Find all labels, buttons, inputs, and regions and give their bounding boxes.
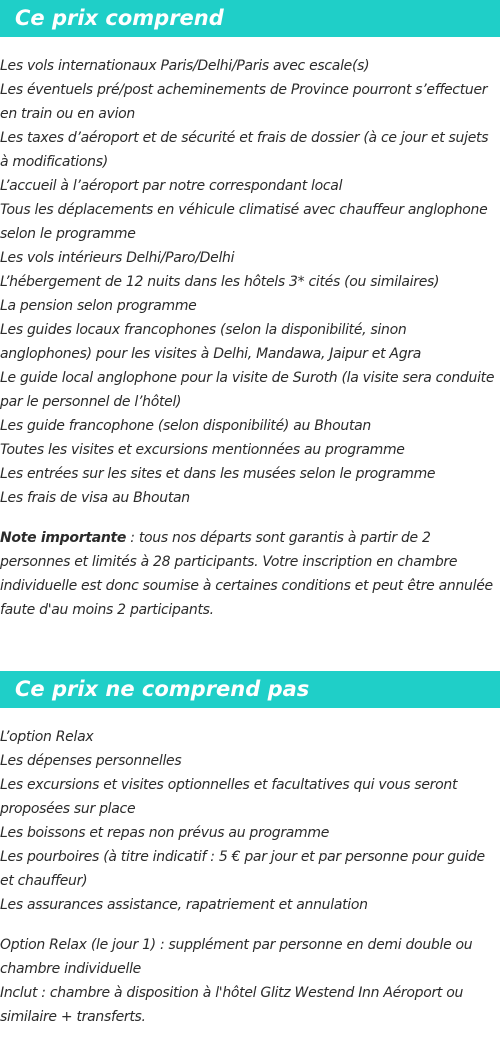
relax-option-description: Option Relax (le jour 1) : supplément par personne en demi double ou chambre individuelle xyxy=(0,937,473,977)
list-item: Les éventuels pré/post acheminements de Province pourront s’effectuer en train ou en avion xyxy=(0,82,488,122)
list-item: Les guide francophone (selon disponibilité) au Bhoutan xyxy=(0,418,371,434)
list-item: Les guides locaux francophones (selon la disponibilité, sinon anglophones) pour les visites à Delhi, Mandawa, Jaipur et Agra xyxy=(0,322,422,362)
list-item: Les taxes d’aéroport et de sécurité et frais de dossier (à ce jour et sujets à modifications) xyxy=(0,130,489,170)
list-item: L’accueil à l’aéroport par notre correspondant local xyxy=(0,178,343,194)
list-item: Le guide local anglophone pour la visite de Suroth (la visite sera conduite par le personnel de l’hôtel) xyxy=(0,370,495,410)
list-item: L’option Relax xyxy=(0,729,94,745)
important-note xyxy=(0,526,500,622)
included-list xyxy=(0,54,500,510)
relax-option-note xyxy=(0,933,500,1029)
list-item: Les entrées sur les sites et dans les musées selon le programme xyxy=(0,466,436,482)
list-item: Les pourboires (à titre indicatif : 5 € par jour et par personne pour guide et chauffeur) xyxy=(0,849,485,889)
important-note-text: : tous nos départs sont garantis à partir de 2 personnes et limités à 28 participants. Votre inscription en chambre individuelle est donc soumise à certaines conditions et peut être annulée faute d'au moins 2 participants. xyxy=(0,530,493,618)
relax-option-includes: Inclut : chambre à disposition à l'hôtel Glitz Westend Inn Aéroport ou similaire + transferts. xyxy=(0,985,464,1025)
excluded-section-title: Ce prix ne comprend pas xyxy=(0,671,500,708)
list-item: Tous les déplacements en véhicule climatisé avec chauffeur anglophone selon le programme xyxy=(0,202,488,242)
list-item: L’hébergement de 12 nuits dans les hôtels 3* cités (ou similaires) xyxy=(0,274,440,290)
list-item: Les excursions et visites optionnelles et facultatives qui vous seront proposées sur place xyxy=(0,777,458,817)
excluded-list xyxy=(0,725,500,917)
list-item: Les dépenses personnelles xyxy=(0,753,182,769)
important-note-label: Note importante xyxy=(0,530,127,546)
list-item: La pension selon programme xyxy=(0,298,197,314)
included-section-title: Ce prix comprend xyxy=(0,0,500,37)
list-item: Les vols intérieurs Delhi/Paro/Delhi xyxy=(0,250,235,266)
list-item: Les boissons et repas non prévus au programme xyxy=(0,825,330,841)
list-item: Les frais de visa au Bhoutan xyxy=(0,490,190,506)
list-item: Les assurances assistance, rapatriement et annulation xyxy=(0,897,368,913)
list-item: Les vols internationaux Paris/Delhi/Paris avec escale(s) xyxy=(0,58,370,74)
important-note-paragraph xyxy=(0,526,500,622)
list-item: Toutes les visites et excursions mentionnées au programme xyxy=(0,442,405,458)
